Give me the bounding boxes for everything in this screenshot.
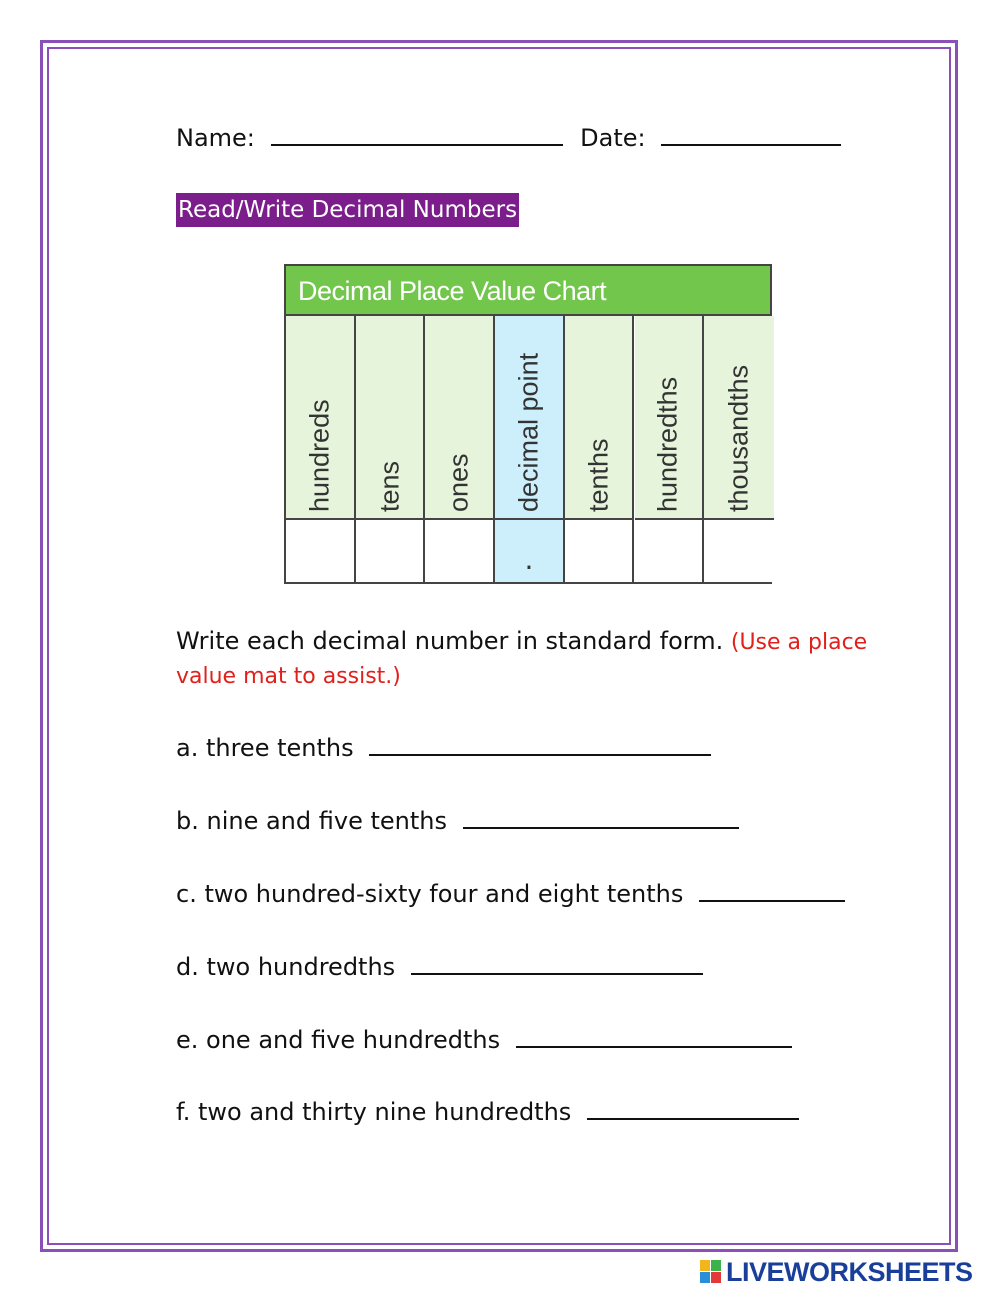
liveworksheets-logo-icon [700,1260,722,1284]
column-label: decimal point [513,352,544,512]
answer-field-c[interactable] [699,876,845,902]
column-tenths [565,316,635,582]
question-label: c. two hundred-sixty four and eight tenths [176,880,684,908]
cell-tenths[interactable] [565,520,633,582]
question-d [176,949,703,981]
cell-hundreds[interactable] [286,520,354,582]
liveworksheets-logo [700,1258,973,1286]
cell-tens[interactable] [356,520,424,582]
column-decimal-point [495,316,565,582]
column-hundredths [635,316,705,582]
question-label: d. two hundredths [176,953,396,981]
column-label: thousandths [723,364,754,512]
column-thousandths [704,316,774,582]
cell-decimal-point [495,520,563,582]
question-b [176,803,739,835]
answer-field-b[interactable] [463,803,739,829]
answer-field-a[interactable] [369,730,711,756]
column-hundreds [286,316,356,582]
cell-ones[interactable] [425,520,493,582]
answer-field-e[interactable] [516,1022,792,1048]
question-c [176,876,845,908]
decimal-point-symbol: . [524,543,534,576]
question-e [176,1022,792,1054]
question-label: e. one and five hundredths [176,1026,501,1054]
column-label: ones [443,453,474,512]
name-field[interactable] [271,120,563,146]
question-f [176,1094,799,1126]
column-label: hundredths [652,376,683,512]
cell-hundredths[interactable] [635,520,703,582]
section-title: Read/Write Decimal Numbers [176,193,519,227]
instructions [176,625,876,693]
question-label: a. three tenths [176,734,354,762]
chart-title: Decimal Place Value Chart [286,266,770,316]
instruction-hint: (Use a place value mat to assist.) [176,630,868,689]
question-label: b. nine and five tenths [176,807,447,835]
question-a [176,730,711,762]
date-label: Date: [580,124,646,152]
place-value-chart [284,264,772,584]
column-tens [356,316,426,582]
instruction-text: Write each decimal number in standard form. [176,627,724,655]
column-label: hundreds [304,399,335,512]
column-label: tens [374,460,405,512]
brand-text: LIVEWORKSHEETS [726,1256,973,1287]
answer-field-d[interactable] [411,949,703,975]
name-date-line [176,120,841,152]
name-label: Name: [176,124,255,152]
column-label: tenths [583,438,614,512]
column-ones [425,316,495,582]
date-field[interactable] [661,120,841,146]
cell-thousandths[interactable] [704,520,774,582]
question-label: f. two and thirty nine hundredths [176,1098,572,1126]
answer-field-f[interactable] [587,1094,799,1120]
